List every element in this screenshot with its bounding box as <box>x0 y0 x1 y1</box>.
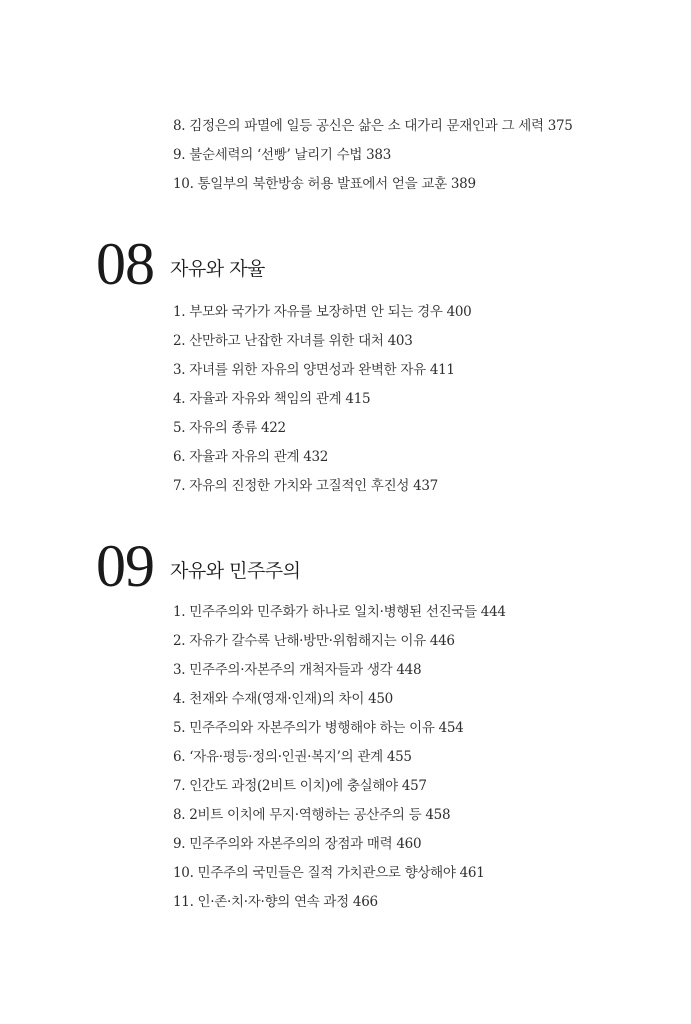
entry-page-number: 461 <box>459 865 485 881</box>
chapter-number: 08 <box>96 231 154 297</box>
chapter-number: 09 <box>96 533 154 599</box>
entry-page-number: 403 <box>387 333 413 349</box>
chapter-08-entries <box>173 298 471 501</box>
toc-entry[interactable] <box>173 598 506 627</box>
entry-text: 10. 통일부의 북한방송 허용 발표에서 얻을 교훈 <box>173 176 447 192</box>
toc-entry[interactable] <box>173 656 506 685</box>
entry-text: 4. 자율과 자유와 책임의 관계 <box>173 391 342 407</box>
entry-text: 9. 민주주의와 자본주의의 장점과 매력 <box>173 836 393 852</box>
entry-text: 10. 민주주의 국민들은 질적 가치관으로 향상해야 <box>173 865 456 881</box>
toc-entry[interactable] <box>173 443 471 472</box>
entry-page-number: 411 <box>429 362 455 378</box>
chapter-title: 자유와 민주주의 <box>170 560 301 582</box>
entry-text: 6. ‘자유·평등·정의·인권·복지’의 관계 <box>173 749 383 765</box>
entry-page-number: 450 <box>368 691 393 707</box>
entry-page-number: 455 <box>386 749 412 765</box>
entry-text: 6. 자율과 자유의 관계 <box>173 449 300 465</box>
toc-entry[interactable] <box>173 327 471 356</box>
toc-entry[interactable] <box>173 385 471 414</box>
previous-chapter-entries <box>173 112 573 199</box>
entry-page-number: 400 <box>446 304 472 320</box>
entry-page-number: 458 <box>425 807 451 823</box>
entry-text: 8. 2비트 이치에 무지·역행하는 공산주의 등 <box>173 807 422 823</box>
entry-page-number: 415 <box>345 391 371 407</box>
entry-text: 7. 인간도 과정(2비트 이치)에 충실해야 <box>173 778 398 794</box>
entry-page-number: 444 <box>480 604 506 620</box>
entry-text: 3. 자녀를 위한 자유의 양면성과 완벽한 자유 <box>173 362 426 378</box>
entry-text: 8. 김정은의 파멸에 일등 공신은 삶은 소 대가리 문재인과 그 세력 <box>173 118 544 134</box>
chapter-09-heading <box>96 533 301 599</box>
entry-text: 5. 자유의 종류 <box>173 420 257 436</box>
entry-page-number: 448 <box>396 662 422 678</box>
toc-entry[interactable] <box>173 830 506 859</box>
toc-entry[interactable] <box>173 743 506 772</box>
entry-text: 2. 자유가 갈수록 난해·방만·위험해지는 이유 <box>173 633 426 649</box>
entry-page-number: 460 <box>396 836 422 852</box>
entry-text: 1. 부모와 국가가 자유를 보장하면 안 되는 경우 <box>173 304 443 320</box>
toc-entry[interactable] <box>173 112 573 141</box>
toc-entry[interactable] <box>173 801 506 830</box>
entry-page-number: 375 <box>547 118 573 134</box>
entry-page-number: 389 <box>450 176 476 192</box>
toc-entry[interactable] <box>173 141 573 170</box>
toc-entry[interactable] <box>173 859 506 888</box>
entry-page-number: 383 <box>366 147 391 163</box>
toc-entry[interactable] <box>173 170 573 199</box>
chapter-08-heading <box>96 231 265 297</box>
entry-page-number: 422 <box>260 420 286 436</box>
toc-entry[interactable] <box>173 298 471 327</box>
entry-page-number: 437 <box>413 478 438 494</box>
entry-text: 3. 민주주의·자본주의 개척자들과 생각 <box>173 662 393 678</box>
chapter-09-entries <box>173 598 506 917</box>
toc-entry[interactable] <box>173 888 506 917</box>
toc-entry[interactable] <box>173 472 471 501</box>
entry-text: 4. 천재와 수재(영재·인재)의 차이 <box>173 691 365 707</box>
entry-text: 5. 민주주의와 자본주의가 병행해야 하는 이유 <box>173 720 435 736</box>
entry-text: 9. 불순세력의 ‘선빵’ 날리기 수법 <box>173 147 363 163</box>
entry-text: 11. 인·존·치·자·향의 연속 과정 <box>173 894 349 910</box>
toc-entry[interactable] <box>173 714 506 743</box>
toc-entry[interactable] <box>173 685 506 714</box>
toc-entry[interactable] <box>173 356 471 385</box>
entry-text: 1. 민주주의와 민주화가 하나로 일치·병행된 선진국들 <box>173 604 477 620</box>
entry-page-number: 454 <box>438 720 464 736</box>
entry-page-number: 432 <box>303 449 329 465</box>
toc-entry[interactable] <box>173 772 506 801</box>
entry-text: 2. 산만하고 난잡한 자녀를 위한 대처 <box>173 333 384 349</box>
toc-entry[interactable] <box>173 414 471 443</box>
toc-entry[interactable] <box>173 627 506 656</box>
entry-page-number: 457 <box>401 778 427 794</box>
entry-page-number: 466 <box>352 894 378 910</box>
chapter-title: 자유와 자율 <box>170 258 265 280</box>
entry-page-number: 446 <box>429 633 455 649</box>
entry-text: 7. 자유의 진정한 가치와 고질적인 후진성 <box>173 478 410 494</box>
